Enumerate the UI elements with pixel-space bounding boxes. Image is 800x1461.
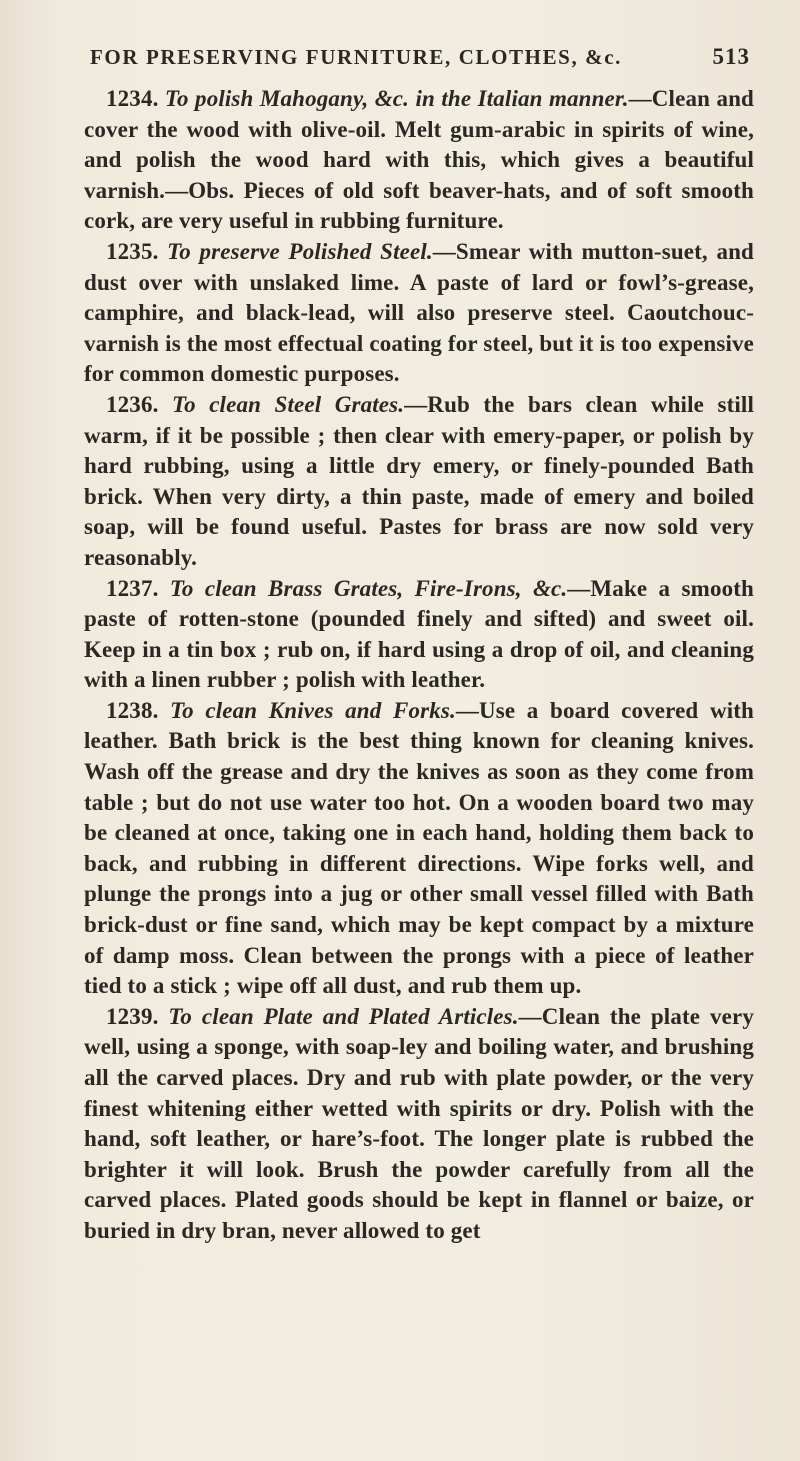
entry-heading: To clean Steel Grates. — [171, 391, 405, 417]
entry-text: —Rub the bars clean while still warm, if it be possible ; then clear with emery-paper, or polish by hard rubbing, using a little dry emery, or finely-pounded Bath brick. When very dirty, a thin paste, made of emery and boiled soap, will be found useful. Pastes for brass are now sold very reasonably. — [84, 391, 755, 570]
entry-heading: To polish Mahogany, &c. in the Italian manner. — [164, 86, 629, 111]
entry-1236 — [84, 390, 754, 574]
running-title: FOR PRESERVING FURNITURE, CLOTHES, &c. — [90, 45, 623, 69]
entry-heading: To clean Plate and Plated Articles. — [168, 1003, 519, 1029]
entry-number: 1239. — [106, 1003, 159, 1029]
entry-1238 — [84, 696, 754, 1002]
entry-text: —Clean the plate very well, using a sponge, with soap-ley and boiling water, and brushing all the carved places. Dry and rub with plate powder, or the very finest whitening either wetted with spirits or dry. Polish with the hand, soft leather, or hare’s-foot. The longer plate is rubbed the brighter it will look. Brush the powder carefully from all the carved places. Plated goods should be kept in flannel or baize, or buried in dry bran, never allowed to get — [84, 1003, 754, 1243]
entry-1237 — [84, 574, 754, 696]
running-header — [90, 44, 754, 70]
entry-number: 1237. — [106, 575, 159, 601]
page-number: 513 — [712, 44, 750, 69]
entry-number: 1236. — [106, 391, 159, 417]
entry-number: 1234. — [106, 86, 159, 111]
entry-number: 1238. — [106, 697, 159, 723]
entry-text: —Clean and cover the wood with olive-oil. Melt gum-arabic in spirits of wine, and polish the wood hard with this, which gives a beautiful varnish.—Obs. Pieces of old soft beaver-hats, and of soft smooth cork, are very useful in rubbing furniture. — [84, 86, 754, 234]
entry-text: —Use a board covered with leather. Bath brick is the best thing known for cleaning knives. Wash off the grease and dry the knives as soon as they come from table ; but do not use water too hot. On a wooden board two may be cleaned at once, taking one in each hand, holding them back to back, and rubbing in different directions. Wipe forks well, and plunge the prongs into a jug or other small vessel filled with Bath brick-dust or fine sand, which may be kept compact by a mixture of damp moss. Clean between the prongs with a piece of leather tied to a stick ; wipe off all dust, and rub them up. — [84, 697, 754, 999]
entry-heading: To preserve Polished Steel. — [167, 238, 433, 264]
entry-1235 — [84, 237, 754, 390]
entry-heading: To clean Knives and Forks. — [170, 697, 456, 723]
entry-heading: To clean Brass Grates, Fire-Irons, &c. — [169, 575, 568, 601]
entry-1239 — [84, 1002, 754, 1247]
entry-1234 — [84, 84, 754, 237]
entry-text: —Smear with mutton-suet, and dust over with unslaked lime. A paste of lard or fowl’s-grease, camphire, and black-lead, will also preserve steel. Caoutchouc-varnish is the most effectual coating for steel, but it is too expensive for common domestic purposes. — [84, 238, 754, 387]
entry-number: 1235. — [106, 238, 159, 264]
page-body — [84, 84, 754, 1247]
entry-text: —Make a smooth paste of rotten-stone (pounded finely and sifted) and sweet oil. Keep in a tin box ; rub on, if hard using a drop of oil, and cleaning with a linen rubber ; polish with leather. — [84, 575, 754, 693]
